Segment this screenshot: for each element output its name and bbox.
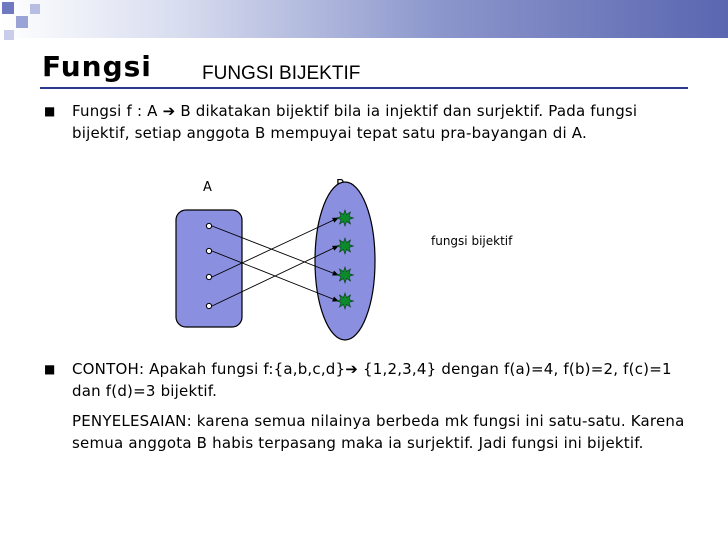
paragraph-example: CONTOH: Apakah fungsi f:{a,b,c,d}➔ {1,2,3,4} dengan f(a)=4, f(b)=2, f(c)=1 dan f(d)=3 bijektif. <box>72 360 672 400</box>
set-a-label: A <box>203 180 212 195</box>
domain-point <box>206 303 211 308</box>
slide-subtitle: FUNGSI BIJEKTIF <box>202 63 361 84</box>
paragraph-solution: PENYELESAIAN: karena semua nilainya berbeda mk fungsi ini satu-satu. Karena semua anggota B habis terpasang maka ia surjektif. Jadi fungsi ini bijektif. <box>72 412 685 452</box>
set-b-ellipse <box>315 182 375 340</box>
domain-point <box>206 223 211 228</box>
domain-point <box>206 248 211 253</box>
slide-title: Fungsi <box>42 50 152 83</box>
bullet-icon: ■ <box>44 104 56 118</box>
paragraph-definition: Fungsi f : A ➔ B dikatakan bijektif bila ia injektif dan surjektif. Pada fungsi bijektif, setiap anggota B mempuyai tepat satu pra-bayangan di A. <box>72 102 638 142</box>
bullet-icon: ■ <box>44 362 56 376</box>
domain-point <box>206 274 211 279</box>
diagram-caption: fungsi bijektif <box>431 234 513 248</box>
